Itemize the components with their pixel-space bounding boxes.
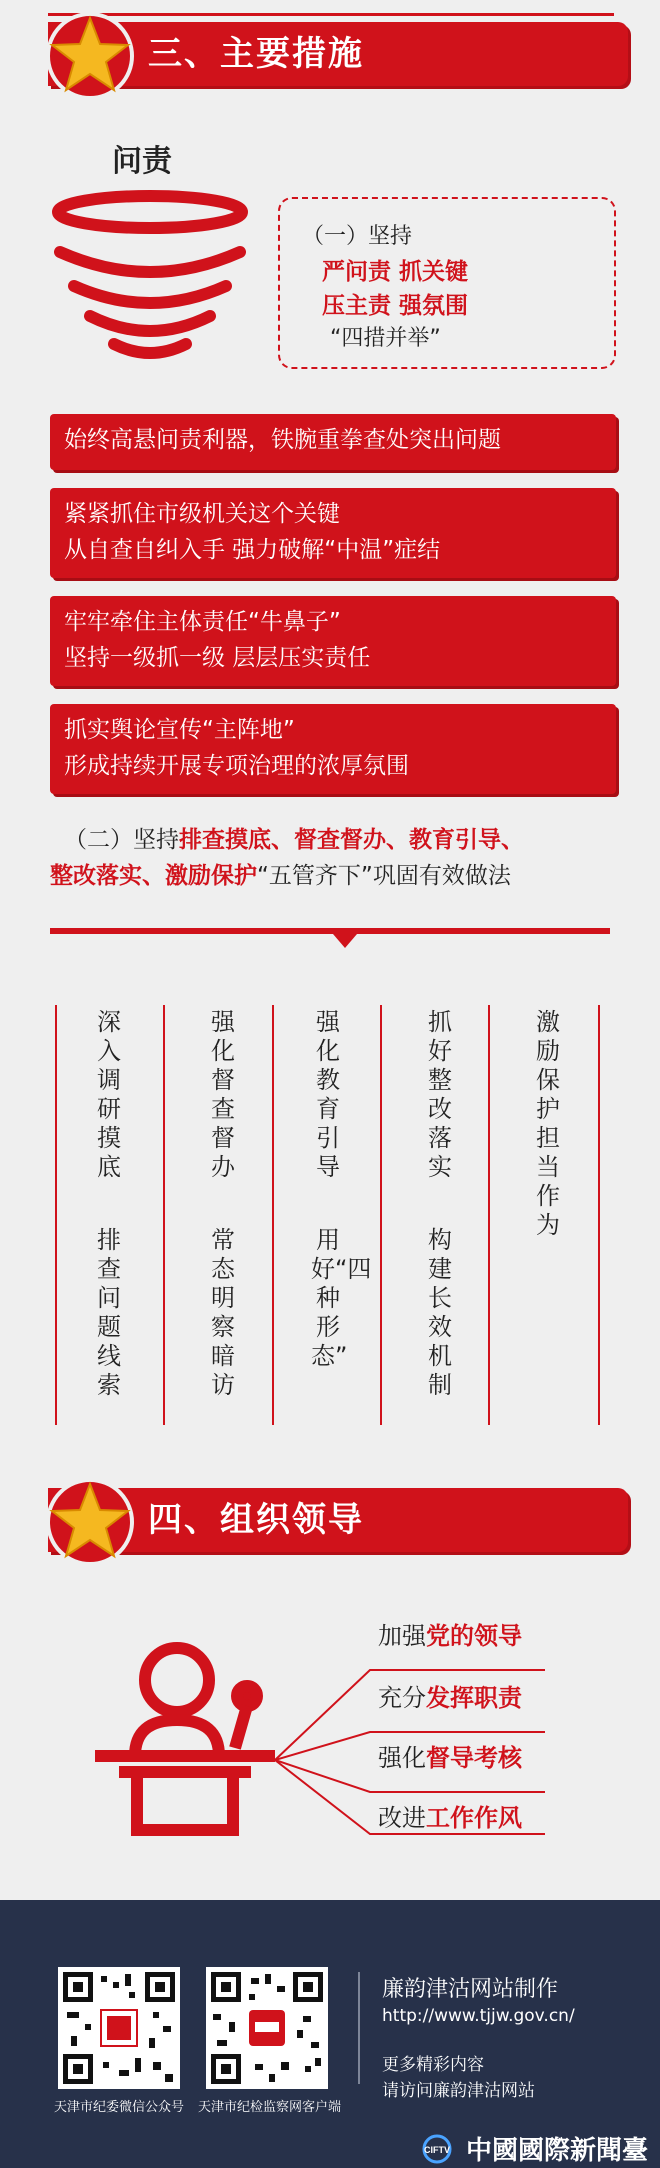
bar-line: 形成持续开展专项治理的浓厚氛围 <box>64 753 409 779</box>
section-header-3 <box>48 22 628 86</box>
lead-red: 发挥职责 <box>426 1684 522 1712</box>
section-header-4 <box>48 1488 628 1552</box>
column-top: 激励保护担当作为 <box>536 1008 560 1239</box>
star-icon <box>44 10 136 102</box>
box-line-4: “四措并举” <box>330 326 441 351</box>
brand-mark <box>414 2130 648 2167</box>
qr-caption: 天津市纪委微信公众号 <box>54 2100 185 2115</box>
measure-bar-2 <box>50 488 616 578</box>
column-divider <box>488 1005 490 1425</box>
column-divider <box>55 1005 57 1425</box>
box-line-2: 严问责 抓关键 <box>322 259 469 285</box>
bar-line: 坚持一级抓一级 层层压实责任 <box>64 645 371 671</box>
measure-bar-4 <box>50 704 616 794</box>
wenze-title: 问责 <box>112 144 172 179</box>
measure-column-3 <box>311 1008 372 1371</box>
wechat-qr-code[interactable] <box>58 1967 180 2089</box>
lead-red: 工作作风 <box>426 1804 522 1832</box>
site-url[interactable]: http://www.tjjw.gov.cn/ <box>382 2006 575 2026</box>
footer <box>0 1900 660 2168</box>
column-top: 强化督查督办 <box>211 1008 235 1181</box>
measure-bar-1 <box>50 414 616 470</box>
er-red-2: 整改落实、激励保护 <box>50 863 257 889</box>
measure-column-1 <box>92 1008 126 1400</box>
column-top: 强化教育引导 <box>316 1008 340 1181</box>
client-qr-code[interactable] <box>206 1967 328 2089</box>
column-bottom: 用好“四种形态” <box>311 1226 372 1370</box>
more-content: 更多精彩内容 <box>382 2055 484 2075</box>
bar-line: 紧紧抓住市级机关这个关键 <box>64 501 340 527</box>
lead-plain: 加强 <box>378 1622 426 1650</box>
column-top: 抓好整改落实 <box>428 1008 452 1181</box>
divider-arrow-icon <box>333 934 357 948</box>
section-title: 四、组织领导 <box>148 1500 364 1540</box>
column-bottom: 构建长效机制 <box>428 1226 452 1399</box>
bar-line: 始终高悬问责利器，铁腕重拳查处突出问题 <box>64 427 501 453</box>
er-suffix: “五管齐下”巩固有效做法 <box>257 863 511 889</box>
bar-line: 抓实舆论宣传“主阵地” <box>64 717 295 743</box>
column-divider <box>380 1005 382 1425</box>
column-bottom: 常态明察暗访 <box>211 1226 235 1399</box>
measure-column-2 <box>206 1008 240 1400</box>
measure-two-text <box>50 822 630 894</box>
leadership-item-3 <box>378 1738 522 1773</box>
column-divider <box>272 1005 274 1425</box>
column-bottom: 排查问题线索 <box>97 1226 121 1399</box>
section-title: 三、主要措施 <box>148 34 364 74</box>
column-top: 深入调研摸底 <box>97 1008 121 1181</box>
lead-plain: 充分 <box>378 1684 426 1712</box>
speaker-podium-icon <box>95 1638 275 1838</box>
lead-red: 督导考核 <box>426 1744 522 1772</box>
wenze-box <box>278 197 616 369</box>
measure-column-4 <box>423 1008 457 1400</box>
qr-caption: 天津市纪检监察网客户端 <box>198 2100 342 2115</box>
site-maker: 廉韵津沽网站制作 <box>382 1977 559 2002</box>
funnel-icon <box>50 190 250 370</box>
box-line-3: 压主责 强氛围 <box>322 293 469 319</box>
cifttv-logo-icon <box>414 2134 460 2164</box>
er-prefix: （二）坚持 <box>64 827 179 853</box>
bar-line: 从自查自纠入手 强力破解“中温”症结 <box>64 537 441 563</box>
lead-plain: 改进 <box>378 1804 426 1832</box>
leadership-item-2 <box>378 1678 522 1713</box>
visit-site: 请访问廉韵津沽网站 <box>382 2081 535 2101</box>
leadership-item-4 <box>378 1798 522 1833</box>
lead-plain: 强化 <box>378 1744 426 1772</box>
star-icon <box>44 1476 136 1568</box>
box-line-1: （一）坚持 <box>302 224 413 249</box>
footer-divider <box>358 1972 360 2084</box>
lead-red: 党的领导 <box>426 1622 522 1650</box>
column-divider <box>163 1005 165 1425</box>
bar-line: 牢牢牵住主体责任“牛鼻子” <box>64 609 341 635</box>
column-divider <box>598 1005 600 1425</box>
svg-text:CIFTV: CIFTV <box>424 2144 450 2155</box>
measure-bar-3 <box>50 596 616 686</box>
leadership-item-1 <box>378 1616 522 1651</box>
brand-name: 中國國際新聞臺 <box>466 2136 649 2166</box>
measure-column-5 <box>531 1008 565 1240</box>
section-divider <box>50 928 610 934</box>
er-red-1: 排查摸底、督查督办、教育引导、 <box>179 827 524 853</box>
